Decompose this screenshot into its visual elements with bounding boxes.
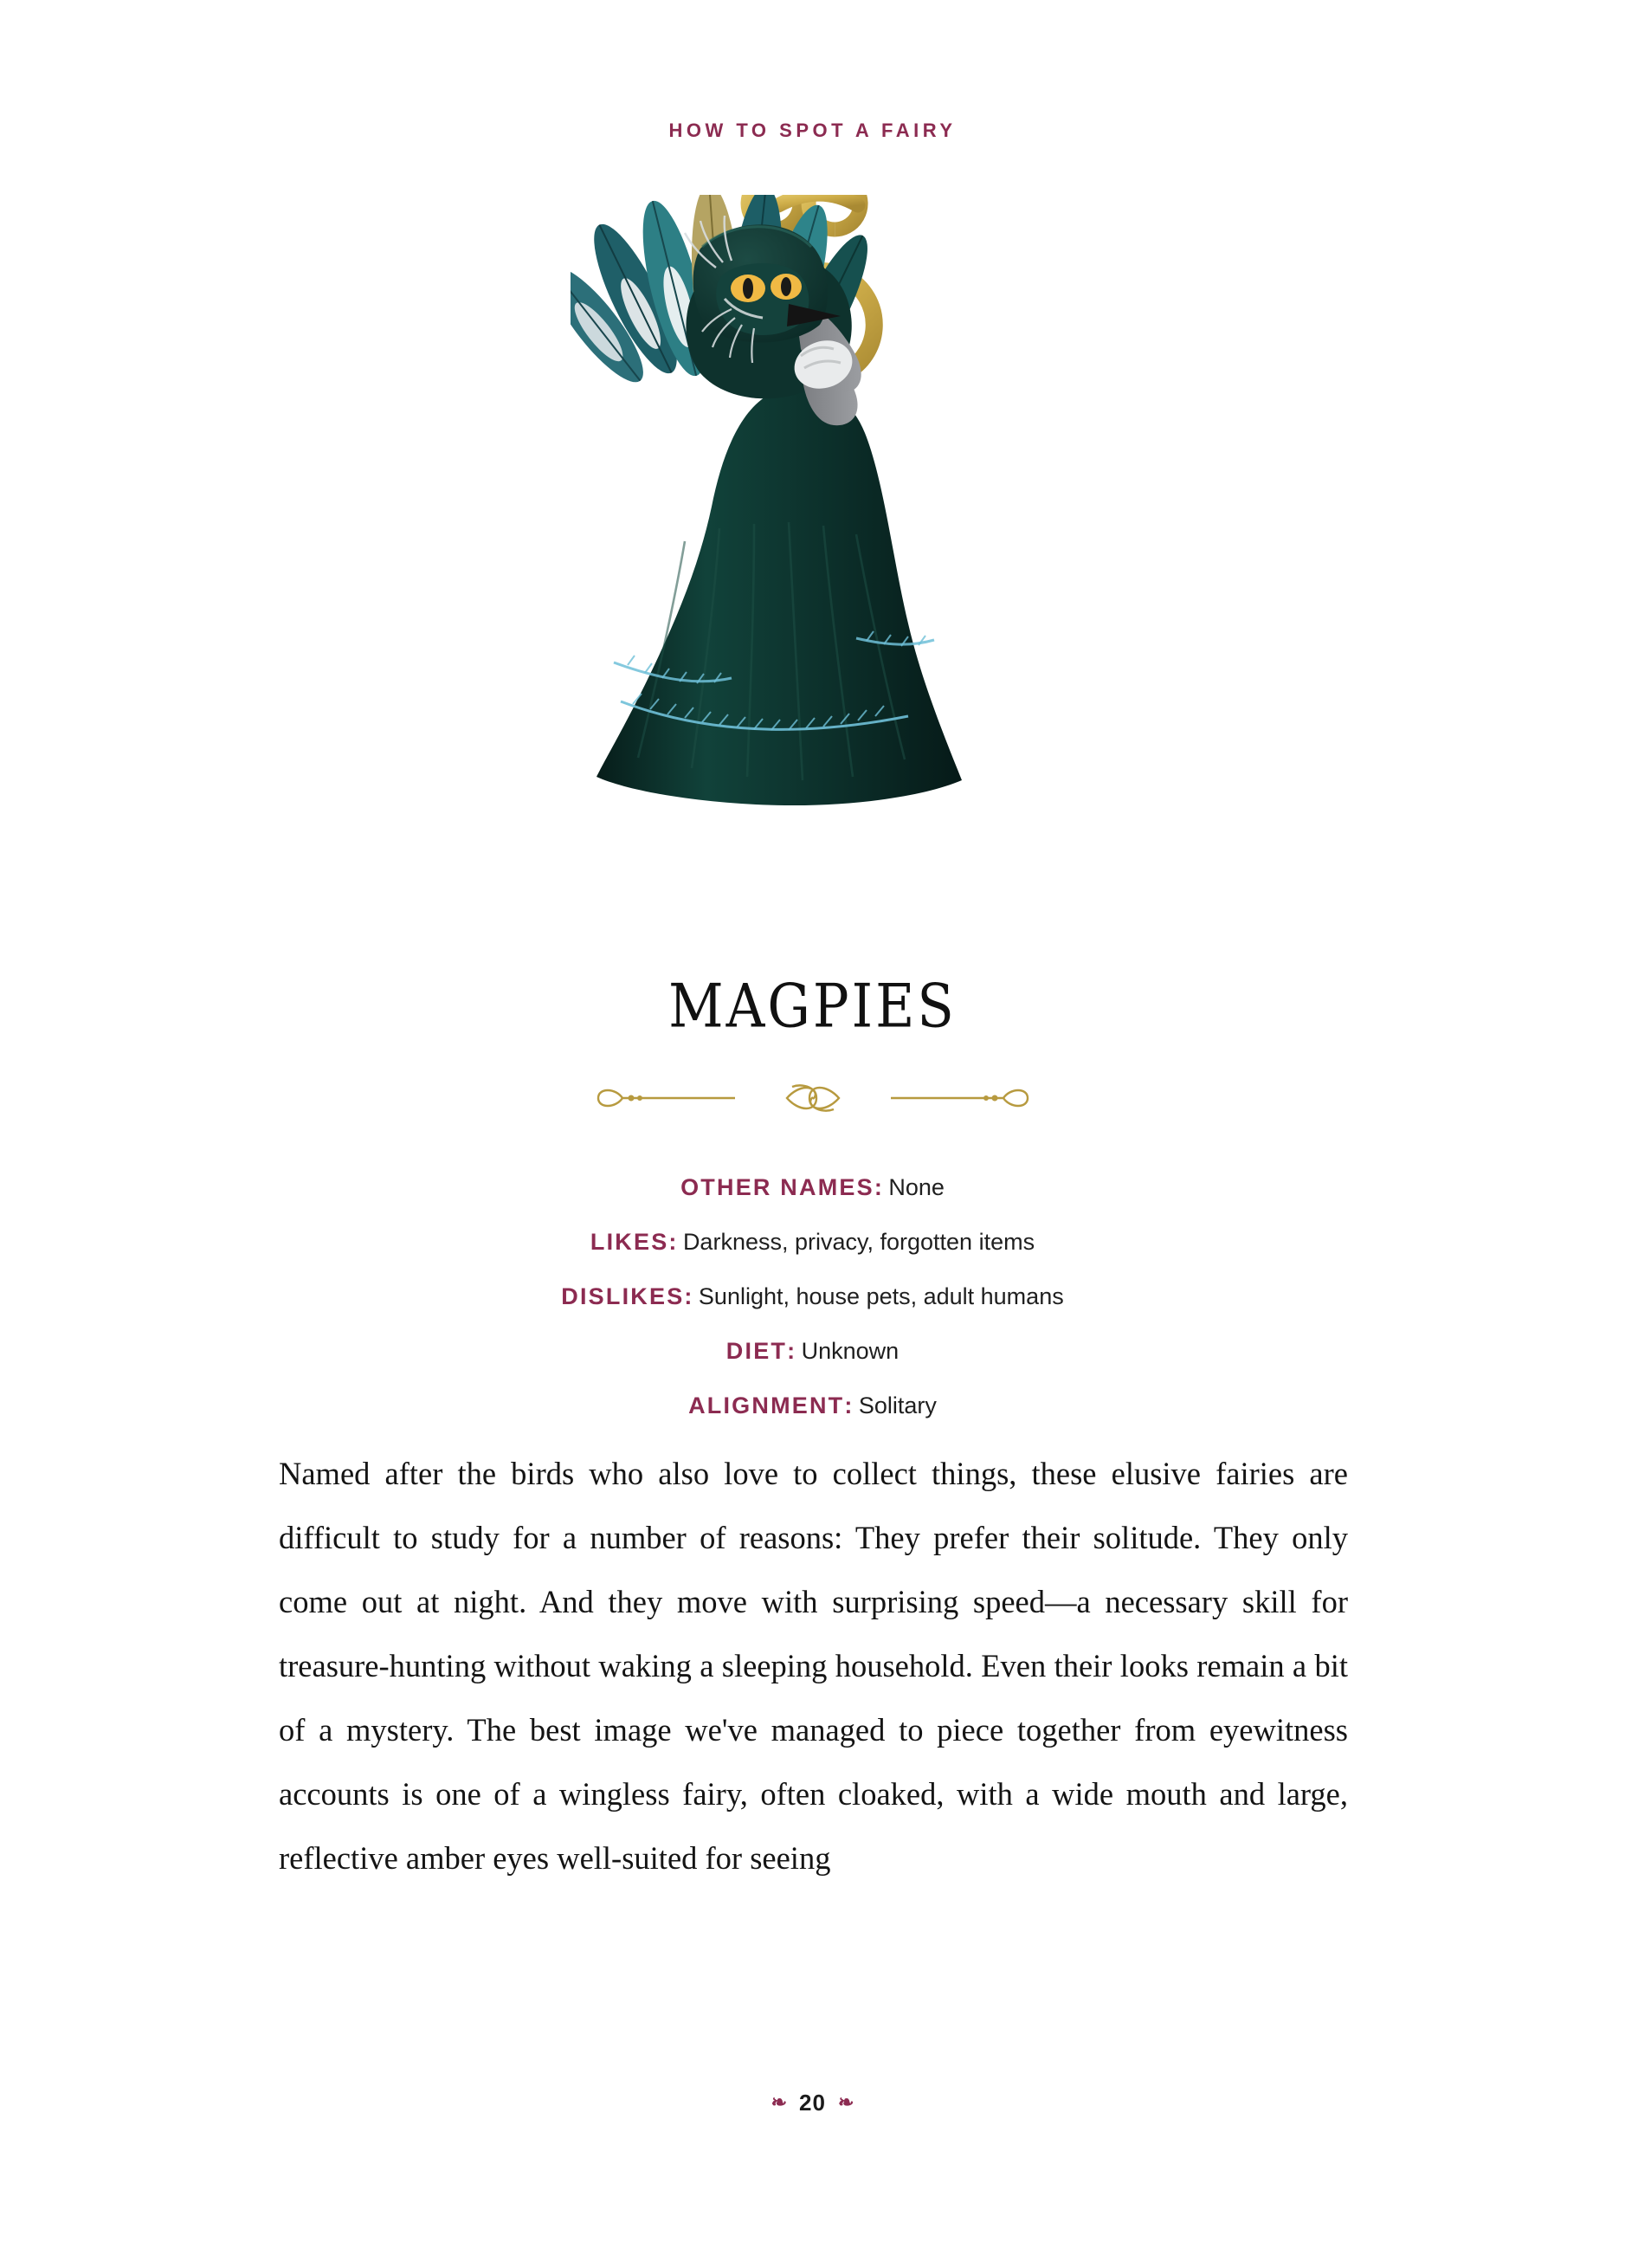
stat-row-alignment [0,1379,1625,1433]
stat-label: DISLIKES [561,1283,685,1309]
running-head: HOW TO SPOT A FAIRY [668,120,957,141]
folio-ornament-left-icon: ❧ [771,2091,788,2113]
stat-row-diet [0,1324,1625,1379]
stat-colon: : [787,1338,796,1364]
stat-value: Unknown [801,1338,900,1364]
stat-value: None [888,1174,945,1200]
body-paragraph: Named after the birds who also love to collect things, these elusive fairies are difficult to study for a number of reasons: They prefer their solitude. They only come out at night. And they move with surprising speed—a necessary skill for treasure-hunting without waking a sleeping household. Even their looks remain a bit of a mystery. The best image we've managed to piece together from eyewitness accounts is one of a wingless fairy, often cloaked, with a wide mouth and large, reflective amber eyes well-suited for seeing [279,1456,1348,1876]
stat-value: Sunlight, house pets, adult humans [698,1283,1064,1309]
stat-value: Solitary [858,1392,937,1418]
folio-ornament-right-icon: ❧ [837,2091,854,2113]
illustration-container [0,195,1625,948]
stat-value: Darkness, privacy, forgotten items [682,1229,1035,1255]
page-number: 20 [799,2090,826,2116]
ornamental-divider [0,1078,1625,1121]
stat-label: LIKES [590,1229,669,1255]
stat-colon: : [684,1283,693,1309]
stat-colon: : [844,1392,853,1418]
stat-colon: : [668,1229,677,1255]
cloak-shape [596,385,962,805]
stat-colon: : [874,1174,882,1200]
stat-row-other-names [0,1160,1625,1215]
stat-label: ALIGNMENT [688,1392,845,1418]
page-folio [0,2090,1625,2116]
creature-title: MAGPIES [668,970,957,1042]
stat-label: OTHER NAMES [680,1174,874,1200]
body-text [279,1442,1348,1890]
magpie-fairy-illustration [571,195,1055,948]
stat-label: DIET [725,1338,788,1364]
stat-block [0,1160,1625,1433]
stat-row-dislikes [0,1270,1625,1324]
stat-row-likes [0,1215,1625,1270]
